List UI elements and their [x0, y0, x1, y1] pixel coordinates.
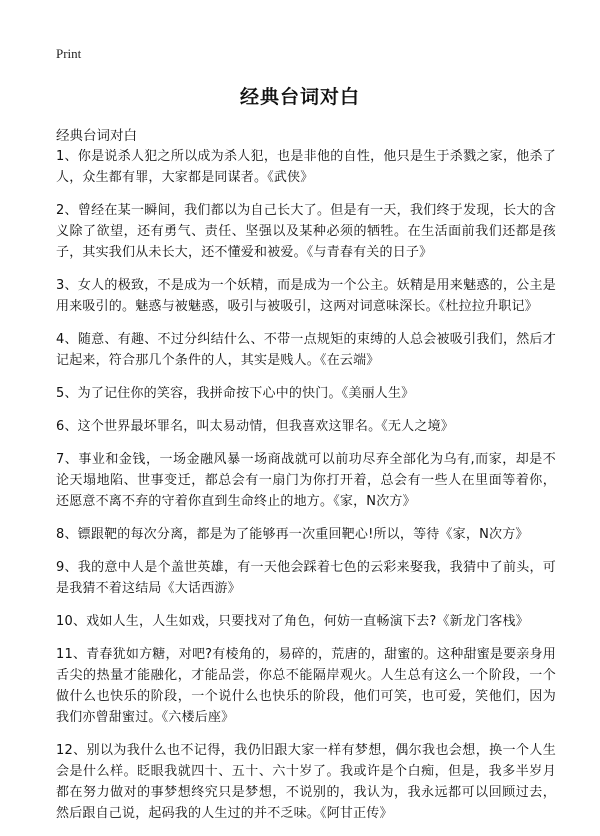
quote-entry-5: 5、为了记住你的笑容，我拼命按下心中的快门。《美丽人生》 [56, 386, 415, 401]
quote-entry-8: 8、镖跟靶的每次分离，都是为了能够再一次重回靶心!所以，等待《家，N次方》 [56, 527, 529, 542]
quote-entry-11: 11、青春犹如方糖，对吧?有棱角的，易碎的，荒唐的，甜蜜的。这种甜蜜是要亲身用舌尖的热量才能融化，才能品尝，你总不能隔岸观火。人生总有这么一个阶段，一个做什么也快乐的阶段，一个说什么也快乐的阶段，他们可笑，也可爱，笑他们，因为我们亦曾甜蜜过。《六楼后座》 [56, 647, 556, 725]
quote-entry-4: 4、随意、有趣、不过分纠结什么、不带一点规矩的束缚的人总会被吸引我们，然后才记起来，符合那几个条件的人，其实是贱人。《在云端》 [56, 332, 556, 368]
document-subtitle: 经典台词对白 [56, 128, 137, 144]
quote-entry-12: 12、别以为我什么也不记得，我仍旧跟大家一样有梦想，偶尔我也会想，换一个人生会是什么样。眨眼我就四十、五十、六十岁了。我或许是个白痴，但是，我多半岁月都在努力做对的事梦想终究只是梦想，不说别的，我认为，我永远都可以回顾过去，然后跟自己说，起码我的人生过的并不乏味。《阿甘正传》 [56, 743, 556, 821]
quote-entry-6: 6、这个世界最坏罪名，叫太易动情，但我喜欢这罪名。《无人之境》 [56, 419, 454, 434]
quote-entry-3: 3、女人的极致，不是成为一个妖精，而是成为一个公主。妖精是用来魅惑的，公主是用来吸引的。魅惑与被魅惑，吸引与被吸引，这两对词意味深长。《杜拉拉升职记》 [56, 278, 556, 314]
quote-entry-1: 1、你是说杀人犯之所以成为杀人犯，也是非他的自性，他只是生于杀戮之家，他杀了人，众生都有罪，大家都是同谋者。《武侠》 [56, 149, 556, 185]
quote-entry-10: 10、戏如人生，人生如戏，只要找对了角色，何妨一直畅演下去?《新龙门客栈》 [56, 614, 529, 629]
quote-entry-9: 9、我的意中人是个盖世英雄，有一天他会踩着七色的云彩来娶我，我猜中了前头，可是我猜不着这结局《大话西游》 [56, 560, 556, 596]
document-title: 经典台词对白 [239, 86, 360, 108]
quote-entry-7: 7、事业和金钱，一场金融风暴一场商战就可以前功尽弃全部化为乌有,而家，却是不论天塌地陷、世事变迁，都总会有一扇门为你打开着，总会有一些人在里面等着你，还愿意不离不弃的守着你直到生命终止的地方。《家，N次方》 [56, 452, 556, 509]
quote-list [56, 146, 556, 836]
quote-entry-2: 2、曾经在某一瞬间，我们都以为自己长大了。但是有一天，我们终于发现，长大的含义除了欲望，还有勇气、责任、坚强以及某种必须的牺牲。在生活面前我们还都是孩子，其实我们从未长大，还不懂爱和被爱。《与青春有关的日子》 [56, 203, 556, 260]
print-label: Print [56, 46, 82, 61]
